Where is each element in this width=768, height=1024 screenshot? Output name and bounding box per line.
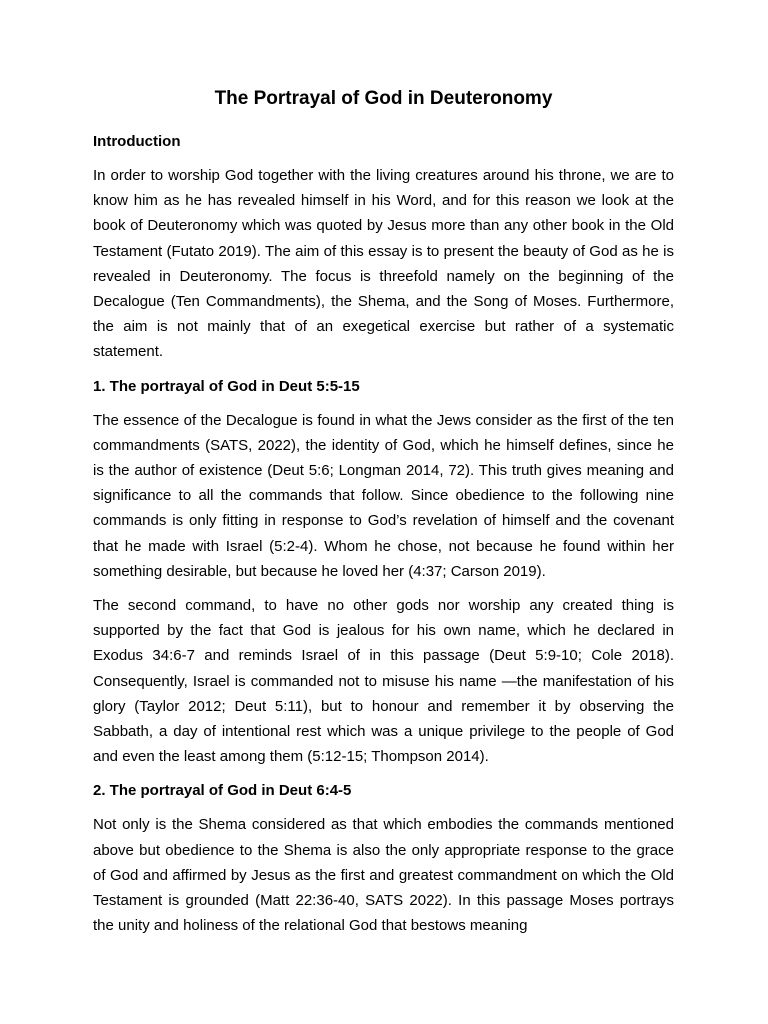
section-deut-6 <box>93 778 674 938</box>
paragraph: The second command, to have no other gods nor worship any created thing is supported by the fact that God is jealous for his own name, which he declared in Exodus 34:6-7 and reminds Israel of in this passage (Deut 5:9-10; Cole 2018). Consequently, Israel is commanded not to misuse his name —the manifestation of his glory (Taylor 2012; Deut 5:11), but to honour and remember it by observing the Sabbath, a day of intentional rest which was a unique privilege to the people of God and even the least among them (5:12-15; Thompson 2014). <box>93 597 674 766</box>
paragraph: In order to worship God together with the living creatures around his throne, we are to know him as he has revealed himself in his Word, and for this reason we look at the book of Deuteronomy which was quoted by Jesus more than any other book in the Old Testament (Futato 2019). The aim of this essay is to present the beauty of God as he is revealed in Deuteronomy. The focus is threefold namely on the beginning of the Decalogue (Ten Commandments), the Shema, and the Song of Moses. Furthermore, the aim is not mainly that of an exegetical exercise but rather of a systematic statement. <box>93 167 674 361</box>
section-heading: 1. The portrayal of God in Deut 5:5-15 <box>93 377 360 395</box>
document-title: The Portrayal of God in Deuteronomy <box>214 88 553 109</box>
document-page <box>93 86 674 947</box>
section-heading: 2. The portrayal of God in Deut 6:4-5 <box>93 782 352 800</box>
section-heading: Introduction <box>93 133 181 150</box>
paragraph: Not only is the Shema considered as that which embodies the commands mentioned above but obedience to the Shema is also the only appropriate response to the grace of God and affirmed by Jesus as the first and greatest commandment on which the Old Testament is grounded (Matt 22:36-40, SATS 2022). In this passage Moses portrays the unity and holiness of the relational God that bestows meaning <box>93 816 674 935</box>
section-deut-5 <box>93 374 674 770</box>
section-introduction <box>93 129 674 365</box>
paragraph: The essence of the Decalogue is found in what the Jews consider as the first of the ten commandments (SATS, 2022), the identity of God, which he himself defines, since he is the author of existence (Deut 5:6; Longman 2014, 72). This truth gives meaning and significance to all the commands that follow. Since obedience to the following nine commands is only fitting in response to God’s revelation of himself and the covenant that he made with Israel (5:2-4). Whom he chose, not because he found within her something desirable, but because he loved her (4:37; Carson 2019). <box>93 411 674 580</box>
